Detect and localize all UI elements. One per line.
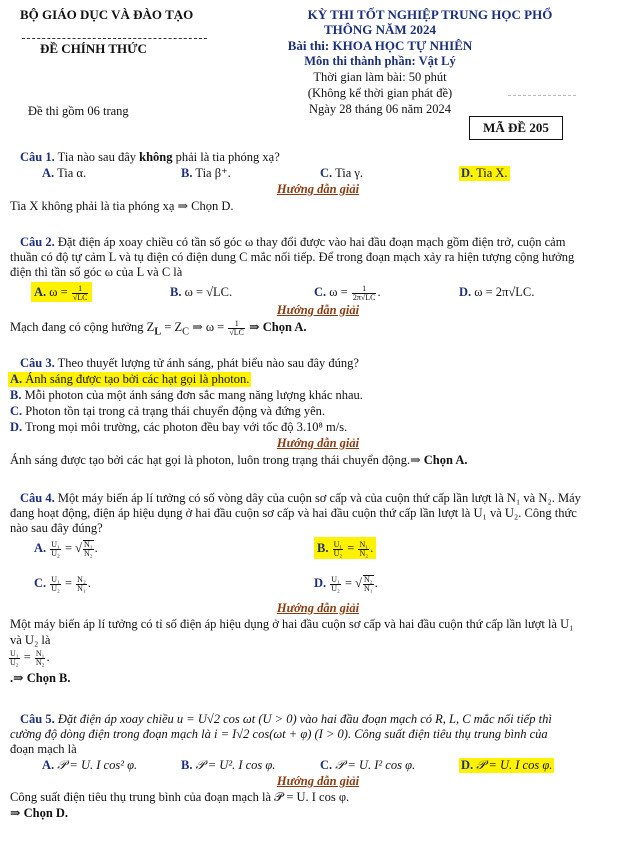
q1-option-b: B. Tia β⁺.: [181, 166, 231, 180]
q1-option-a: A. Tia α.: [42, 166, 87, 180]
solution-heading: Hướng dẫn giải: [276, 436, 360, 450]
q5-solution: Công suất điện tiêu thụ trung bình của đoạn mạch là 𝒫 = U. I cos φ.: [10, 790, 350, 804]
q2-option-a: A. ω = $\frac{1}{√LC}$: [31, 282, 92, 302]
question-3: [20, 356, 359, 371]
q4-text-line3: nào sau đây đúng?: [10, 521, 103, 535]
question-1: [20, 150, 280, 165]
q2-solution: Mạch đang có cộng hưởng $Z_L = Z_C$ ⇒ ω = $\frac{1}{√LC}$ ⇒ Chọn A.: [10, 318, 307, 338]
exam-subject: Bài thi: KHOA HỌC TỰ NHIÊN: [287, 38, 473, 53]
solution-heading: Hướng dẫn giải: [276, 182, 360, 196]
q4-option-b: B. $\frac{\text{U₁}}{\text{U₂}}$ = $\frac{\text{N₁}}{\text{N₂}}$ .: [314, 537, 376, 559]
q1-solution: Tia X không phải là tia phóng xạ ⇒ Chọn D.: [10, 199, 234, 213]
q5-text-line2: cường độ dòng điện trong đoạn mạch là i = I√2 cos(ωt + φ) (I > 0). Công suất điện tiêu thụ trung bình của: [10, 727, 548, 741]
question-number: Câu 5.: [20, 712, 55, 726]
signature-line: [508, 95, 576, 96]
question-text: Đặt điện áp xoay chiều u = U√2 cos ωt (U > 0) vào hai đầu đoạn mạch có R, L, C mắc nối tiếp thì: [57, 712, 552, 726]
q3-solution: Ánh sáng được tạo bởi các hạt gọi là photon, luôn trong trạng thái chuyển động.⇒ Chọn A.: [10, 453, 468, 467]
q5-option-a: A. 𝒫 = U. I cos² φ.: [42, 758, 138, 772]
q2-option-d: D. ω = 2π√LC.: [459, 285, 535, 299]
q5-option-c: C. 𝒫 = U. I² cos φ.: [320, 758, 416, 772]
q1-option-d: D. Tia X.: [461, 166, 508, 180]
exam-note: (Không kể thời gian phát đề): [307, 86, 453, 100]
exam-code-box: [469, 116, 563, 140]
exam-component: Môn thi thành phần: Vật Lý: [304, 54, 456, 68]
question-emphasis: không: [139, 150, 173, 164]
question-text: Một máy biến áp lí tưởng có số vòng dây của cuộn sơ cấp và của cuộn thứ cấp lần lượt là N₁ và N₂. Máy: [57, 491, 581, 505]
q5-text-line3: đoạn mạch là: [10, 742, 77, 756]
question-text: phải là tia phóng xạ?: [175, 150, 280, 164]
exam-title-line1: KỲ THI TỐT NGHIỆP TRUNG HỌC PHỔ: [307, 7, 553, 22]
q2-option-b: B. ω = √LC.: [170, 285, 233, 299]
q3-option-b: B. Mỗi photon của một ánh sáng đơn sắc mang năng lượng khác nhau.: [10, 388, 363, 402]
exam-duration: Thời gian làm bài: 50 phút: [313, 70, 447, 84]
q2-text-line3: điện thì tần số góc ω của L và C là: [10, 265, 183, 279]
question-text: Đặt điện áp xoay chiều có tần số góc ω thay đổi được vào hai đầu đoạn mạch gồm điện trở, cuộn cảm: [57, 235, 566, 249]
q4-option-a: A. $\frac{\text{U₁}}{\text{U₂}}$ = √ $\frac{\text{N₁}}{\text{N₂}}$ .: [34, 539, 98, 559]
q5-option-b: B. 𝒫 = U². I cos φ.: [181, 758, 276, 772]
question-number: Câu 2.: [20, 235, 55, 249]
q4-option-c: C. $\frac{\text{U₁}}{\text{U₂}}$ = $\frac{\text{N₂}}{\text{N₁}}$ .: [34, 574, 91, 593]
question-number: Câu 4.: [20, 491, 55, 505]
exam-code: MÃ ĐỀ 205: [483, 120, 549, 135]
q4-solution-line1: Một máy biến áp lí tưởng có tỉ số điện áp hiệu dụng ở hai đầu cuộn sơ cấp và hai đầu cuộn thứ cấp lần lượt là U₁: [10, 617, 574, 631]
q3-option-c: C. Photon tồn tại trong cả trạng thái chuyển động và đứng yên.: [10, 404, 326, 418]
q1-option-c: C. Tia γ.: [320, 166, 364, 180]
q2-option-c: C. ω = $\frac{1}{2\pi√LC}$ .: [314, 283, 381, 302]
official-label: ĐỀ CHÍNH THỨC: [40, 41, 147, 56]
header-divider: [22, 38, 207, 39]
q4-solution-formula: $\frac{\text{U₁}}{\text{U₂}}$ = $\frac{\text{N₁}}{\text{N₂}}$ .: [10, 648, 50, 667]
q3-option-a: A. Ánh sáng được tạo bởi các hạt gọi là photon.: [10, 372, 250, 386]
q4-option-d: D. $\frac{\text{U₁}}{\text{U₂}}$ = √ $\frac{\text{N₂}}{\text{N₁}}$ .: [314, 574, 378, 594]
q4-text-line2: đang hoạt động, điện áp hiệu dụng ở hai đầu cuộn sơ cấp và hai đầu cuộn thứ cấp lần lượt là U₁ và U₂. Công thức: [10, 506, 577, 520]
question-5: [20, 712, 552, 727]
q4-solution-line2: và U₂ là: [10, 633, 51, 647]
exam-date: Ngày 28 tháng 06 năm 2024: [309, 102, 451, 116]
question-number: Câu 1.: [20, 150, 55, 164]
exam-title-line2: THÔNG NĂM 2024: [324, 22, 436, 37]
q4-solution-choice: .⇒ Chọn B.: [10, 671, 71, 685]
question-text: Theo thuyết lượng tử ánh sáng, phát biểu nào sau đây đúng?: [57, 356, 359, 370]
q3-option-d: D. Trong mọi môi trường, các photon đều bay với tốc độ 3.10⁸ m/s.: [10, 420, 348, 434]
solution-heading: Hướng dẫn giải: [276, 601, 360, 615]
question-4: [20, 491, 581, 506]
solution-heading: Hướng dẫn giải: [276, 774, 360, 788]
question-number: Câu 3.: [20, 356, 55, 370]
page-count: Đề thi gồm 06 trang: [28, 104, 129, 118]
ministry-name: BỘ GIÁO DỤC VÀ ĐÀO TẠO: [20, 7, 194, 22]
q5-option-d: D. 𝒫 = U. I cos φ.: [461, 758, 553, 772]
q2-text-line2: thuần có độ tự cảm L và tụ điện có điện dung C mắc nối tiếp. Để trong đoạn mạch xảy ra hiện tượng cộng hưởng: [10, 250, 575, 264]
question-2: [20, 235, 565, 250]
question-text: Tia nào sau đây: [57, 150, 136, 164]
q5-solution-choice: ⇒ Chọn D.: [10, 806, 69, 820]
solution-heading: Hướng dẫn giải: [276, 303, 360, 317]
